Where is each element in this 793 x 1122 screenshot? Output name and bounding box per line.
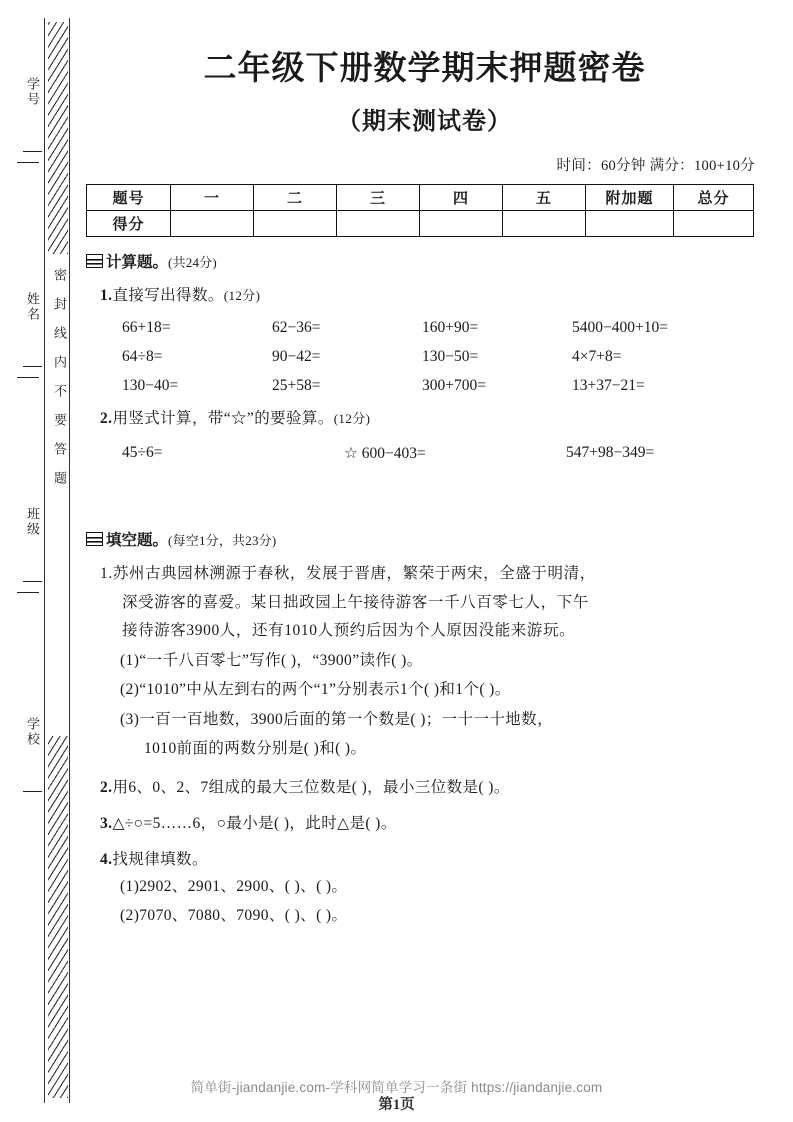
seal-divider-3	[17, 592, 39, 593]
calc-row-1	[86, 319, 763, 337]
calc-item: 62−36=	[272, 319, 321, 337]
vertical-calc-item: 547+98−349=	[566, 444, 655, 462]
score-table-label-number: 题号	[87, 185, 171, 211]
score-cell-2[interactable]	[254, 211, 337, 237]
score-table	[86, 184, 754, 237]
student-info-column	[14, 22, 42, 1097]
section-two-note: (每空1分，共23分)	[168, 532, 277, 548]
score-col-3: 三	[337, 185, 420, 211]
score-cell-5[interactable]	[503, 211, 586, 237]
question-1-2	[86, 407, 763, 431]
vertical-calc-item: ☆ 600−403=	[344, 445, 426, 463]
question-2-1-line-2: 深受游客的喜爱。某日拙政园上午接待游客一千八百零七人，下午	[122, 593, 589, 611]
score-col-1: 一	[171, 185, 254, 211]
score-cell-total[interactable]	[674, 211, 754, 237]
score-table-label-score: 得分	[87, 211, 171, 237]
question-1-1-text: 直接写出得数。	[112, 287, 224, 304]
score-cell-bonus[interactable]	[586, 211, 674, 237]
score-cell-4[interactable]	[420, 211, 503, 237]
hatch-pattern-bottom	[48, 736, 68, 1098]
section-one-icon	[86, 254, 103, 268]
seal-label-school: 学校	[14, 672, 42, 792]
seal-divider-2	[17, 377, 39, 378]
question-2-1-line-1	[100, 560, 763, 589]
question-2-4	[86, 848, 763, 872]
exam-meta-info: 时间：60分钟 满分：100+10分	[556, 158, 755, 174]
section-two-header	[86, 528, 763, 550]
seal-divider-1	[17, 162, 39, 163]
question-2-1-sub-3b: 1010前面的两数分别是( )和( )。	[144, 740, 367, 758]
question-1-1-points: (12分)	[223, 288, 261, 303]
score-cell-3[interactable]	[337, 211, 420, 237]
calc-row-2	[86, 348, 763, 366]
score-col-2: 二	[254, 185, 337, 211]
section-one-note: (共24分)	[168, 254, 217, 270]
section-one-header	[86, 250, 763, 272]
calc-item: 5400−400+10=	[572, 319, 668, 337]
footer-watermark: 简单街-jiandanjie.com-学科网简单学习一条街 https://jiandanjie.com	[190, 1080, 603, 1095]
calc-row-3	[86, 377, 763, 395]
question-2-1-number: 1.	[100, 565, 113, 583]
question-1-2-number: 2.	[100, 410, 113, 428]
vertical-calc-row	[86, 444, 763, 463]
question-1-1-number: 1.	[100, 287, 113, 304]
calc-item: 4×7+8=	[572, 348, 622, 366]
calc-item: 300+700=	[422, 377, 486, 395]
question-2-4-number: 4.	[100, 850, 113, 868]
calc-item: 25+58=	[272, 377, 321, 395]
seal-line-text: 密封线内不要答题	[52, 268, 67, 500]
question-2-4-text: 找规律填数。	[112, 850, 208, 868]
question-2-2	[86, 776, 763, 800]
score-cell-1[interactable]	[171, 211, 254, 237]
question-2-1-sub-3a: (3)一百一百地数，3900后面的第一个数是( )；一十一十地数，	[120, 710, 553, 728]
sealing-sidebar	[0, 0, 78, 1122]
hatch-pattern-top	[48, 22, 68, 254]
question-2-3	[86, 812, 763, 836]
question-2-1-line-3: 接待游客3900人，还有1010人预约后因为个人原因没能来游玩。	[122, 622, 576, 640]
vertical-calc-item: 45÷6=	[122, 444, 163, 462]
table-row-score	[87, 211, 754, 237]
question-1-2-text: 用竖式计算，带“☆”的要验算。	[112, 410, 334, 428]
calc-item: 90−42=	[272, 348, 321, 366]
question-2-1-text-a: 苏州古典园林溯源于春秋，发展于晋唐，繁荣于两宋，全盛于明清，	[112, 565, 596, 583]
score-col-total: 总分	[674, 185, 754, 211]
section-one-title: 计算题。	[106, 254, 169, 271]
question-2-2-text: 用6、0、2、7组成的最大三位数是( )，最小三位数是( )。	[112, 778, 510, 796]
calc-item: 66+18=	[122, 319, 171, 337]
calc-item: 64÷8=	[122, 348, 163, 366]
score-col-4: 四	[420, 185, 503, 211]
question-2-1-sub-1: (1)“一千八百零七”写作( )，“3900”读作( )。	[120, 652, 423, 670]
question-1-2-points: (12分)	[333, 411, 371, 427]
calc-item: 130−50=	[422, 348, 479, 366]
question-2-4-sub-1: (1)2902、2901、2900、( )、( )。	[120, 877, 348, 895]
page-title: 二年级下册数学期末押题密卷	[203, 51, 646, 87]
seal-label-class: 班级	[14, 462, 42, 582]
page-number: 第1页	[378, 1097, 415, 1113]
question-2-2-number: 2.	[100, 778, 113, 796]
question-2-1	[86, 560, 763, 646]
question-2-1-sub-2: (2)“1010”中从左到右的两个“1”分别表示1个( )和1个( )。	[120, 681, 511, 699]
table-row-header	[87, 185, 754, 211]
page-subtitle: （期末测试卷）	[337, 109, 512, 135]
calc-item: 13+37−21=	[572, 377, 645, 395]
exam-content	[78, 0, 793, 1122]
section-two-title: 填空题。	[106, 532, 169, 550]
score-col-bonus: 附加题	[586, 185, 674, 211]
question-2-3-text: △÷○=5……6，○最小是( )，此时△是( )。	[112, 814, 397, 832]
seal-label-name: 姓名	[14, 247, 42, 367]
question-2-4-sub-2: (2)7070、7080、7090、( )、( )。	[120, 907, 348, 925]
seal-line-column	[44, 18, 70, 1103]
answer-work-space[interactable]	[86, 463, 763, 515]
question-2-3-number: 3.	[100, 814, 113, 832]
seal-label-student-id: 学号	[14, 32, 42, 152]
section-two-icon	[86, 532, 103, 546]
question-1-1	[86, 284, 763, 308]
score-col-5: 五	[503, 185, 586, 211]
calc-item: 160+90=	[422, 319, 479, 337]
calc-item: 130−40=	[122, 377, 179, 395]
